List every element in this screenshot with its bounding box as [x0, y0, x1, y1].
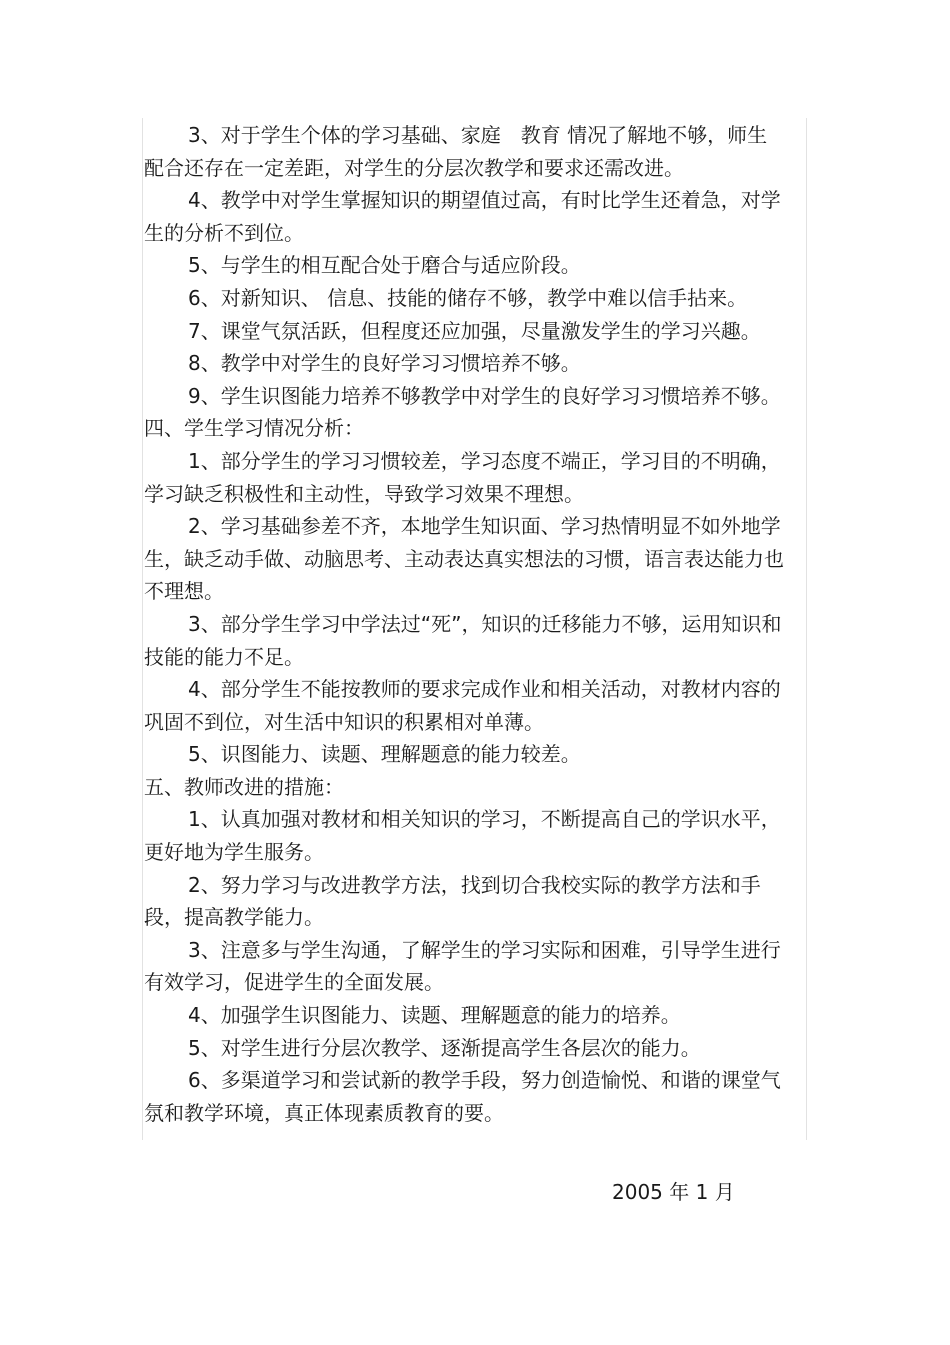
paragraph: 6、对新知识、 信息、技能的储存不够，教学中难以信手拈来。 [188, 285, 748, 310]
paragraph: 9、学生识图能力培养不够教学中对学生的良好学习习惯培养不够。 [188, 383, 781, 408]
paragraph: 1、认真加强对教材和相关知识的学习，不断提高自己的学识水平，更好地为学生服务。 [144, 807, 781, 865]
section-heading: 五、教师改进的措施： [144, 774, 344, 799]
paragraph: 3、部分学生学习中学法过“死”，知识的迁移能力不够，运用知识和技能的能力不足。 [144, 611, 782, 669]
paragraph: 2、学习基础参差不齐，本地学生知识面、学习热情明显不如外地学生，缺乏动手做、动脑思考、主动表达真实想法的习惯，语言表达能力也不理想。 [144, 514, 784, 604]
paragraph: 5、识图能力、读题、理解题意的能力较差。 [188, 742, 581, 767]
paragraph: 6、多渠道学习和尝试新的教学手段，努力创造愉悦、和谐的课堂气氛和教学环境，真正体现素质教育的要。 [144, 1068, 781, 1125]
page-border-right [806, 118, 807, 1140]
paragraph: 7、课堂气氛活跃，但程度还应加强，尽量激发学生的学习兴趣。 [188, 318, 761, 343]
paragraph: 5、与学生的相互配合处于磨合与适应阶段。 [188, 253, 581, 278]
paragraph: 4、部分学生不能按教师的要求完成作业和相关活动，对教材内容的巩固不到位，对生活中知识的积累相对单薄。 [144, 677, 781, 734]
paragraph: 5、对学生进行分层次教学、逐渐提高学生各层次的能力。 [188, 1035, 701, 1060]
paragraph: 1、部分学生的学习习惯较差，学习态度不端正，学习目的不明确，学习缺乏积极性和主动性，导致学习效果不理想。 [144, 448, 781, 506]
paragraph: 4、教学中对学生掌握知识的期望值过高，有时比学生还着急，对学生的分析不到位。 [144, 188, 781, 245]
document-date: 2005 年 1 月 [612, 1180, 735, 1204]
page-border-left [142, 118, 143, 1140]
paragraph: 3、注意多与学生沟通，了解学生的学习实际和困难，引导学生进行有效学习，促进学生的全面发展。 [144, 937, 781, 995]
paragraph: 3、对于学生个体的学习基础、家庭 教育 情况了解地不够，师生配合还存在一定差距，对学生的分层次教学和要求还需改进。 [144, 123, 768, 180]
paragraph: 8、教学中对学生的良好学习习惯培养不够。 [188, 351, 581, 376]
document-body [144, 119, 784, 1129]
section-heading: 四、学生学习情况分析： [144, 416, 364, 441]
paragraph: 2、努力学习与改进教学方法，找到切合我校实际的教学方法和手段，提高教学能力。 [144, 872, 761, 930]
paragraph: 4、加强学生识图能力、读题、理解题意的能力的培养。 [188, 1003, 681, 1028]
